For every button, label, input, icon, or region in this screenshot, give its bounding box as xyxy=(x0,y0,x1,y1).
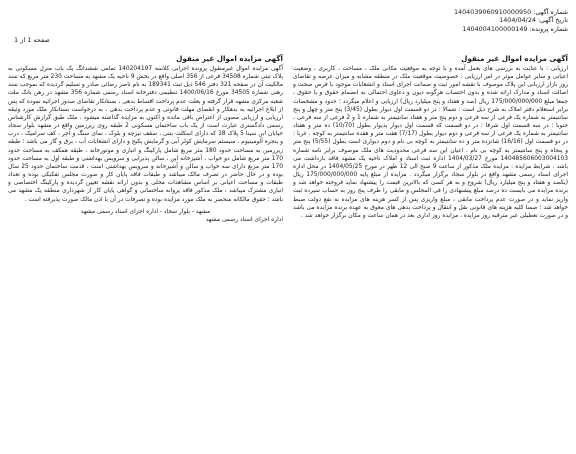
tracking-code: شماره آگهی: 1404039060910000950 xyxy=(453,8,568,16)
notice-body-right: ارزیابی : با عنایت به بررسی های بعمل آمده و با توجه به موقعیت مکانی ملک ، مساحت ، کاربری ، وضعیت اعیانی و سایر عوامل موثر در امر ارزیابی ، خصوصیت موقعیت ملک در منطقه مشابه و میزان عرضه و تقاضای روز بازار ارزیابی این پلاک موصوف با نقشه امور ثبت و ضمانت اجرای اسناد و انشعابات موجود با فرض صحت و اصالت اسناد و مدارک ارائه شده و بدون احتساب هرگونه دیون و دعاوی احتمالی به انضمام حقوق و یا حقوق ، جمعا مبلغ 175/000/000/000 ریال (صد و هفتاد و پنج میلیارد ریال) ارزیابی و اعلام میگردد ؛ حدود و مشخصات برابر استعلام دفتر املاک به شرح ذیل است : شمالا : در دو قسمت اول دیوار بطول (3/45) پنج متر و چهل و پنج سانتیمتر به شماره یک فرعی از سه فرعی و دوم پنج متر و هفتاد سانتیمتر به شماره 1 و 2 فرعی از سه فرعی ، جنوبا : در سه قسمت اول شرقا : در دو قسمت که قسمت اول دیوار بدیوار بطول (10/70) ده متر و هفتاد سانتیمتر به شماره یک فرعی از سه فرعی و دوم دیوار بطول (7/17) هفت متر و هفده سانتیمتر به کوچه ، غربا : در دو قسمت اول (16/16) شانزده متر و ده سانتیمتر به کوچه بی نام و دوم دیواری است بطول (5/55) پنج متر و پنجاه و پنج سانتیمتر به کوچه بی نام . اعیان این سه فرعی محدودیت های ملک موصوف برابر نامه شماره 140485606003004103 مورخ 1404/03/27 اداره ثبت اسناد و املاک ناحیه یک مشهد فاقد بازداشت می باشد . شرایط مزایده : مزایده ملک مذکور از ساعت 9 صبح الی 12 ظهر در مورخ 1404/05/25 در محل اداره اجرای اسناد رسمی مشهد واقع در بلوار سجاد برگزار میگردد . مزایده از مبلغ پایه 175/000/000/000 ریال (یکصد و هفتاد و پنج میلیارد ریال) شروع و به هر کسی که بالاترین قیمت را پیشنهاد نماید فروخته خواهد شد و برنده مزایده می بایست ده درصد مبلغ پیشنهادی را فی المجلس و مابقی را ظرف پنج روز به حساب سپرده ثبت واریز نماید و در صورت عدم پرداخت مابقی ، مبلغ واریزی پس از کسر هزینه های مزایده به نفع دولت ضبط خواهد شد ؛ ضمنا کلیه هزینه های قانونی نقل و انتقال و پرداخت بدهی های معوق به عهده برنده مزایده می باشد و در صورت تعطیلی غیر مترقبه روز مزایده ، مزایده روز اداری بعد در همان ساعت و مکان برگزار خواهد شد . xyxy=(293,66,568,219)
notice-title-left: آگهی مزایده اموال غیر منقول xyxy=(176,54,283,63)
notice-header xyxy=(8,6,568,52)
notice-footer xyxy=(8,208,283,224)
file-number: شماره پرونده: 1404004100000149 xyxy=(462,24,568,33)
page-number: صفحه 1 از 1 xyxy=(14,36,50,44)
notice-columns xyxy=(8,54,568,450)
notice-meta xyxy=(454,8,568,33)
notice-title-right: آگهی مزایده اموال غیر منقول xyxy=(461,54,568,63)
notice-column-left xyxy=(8,54,283,450)
notice-body-left: آگهی مزایده اموال غیرمنقول پرونده اجرایی کلاسه 140204197 تمامی ششدانگ یک باب منزل مسکونی به پلاک ثبتی شماره 34508 فرعی از 356 اصلی واقع در بخش 9 ناحیه یک مشهد به مساحت 230 متر مربع که سند مالکیت آن در صفحه 321 دفتر 546 ذیل ثبت 189341 به نام ناصر رضائی صادر و تسلیم گردیده که بموجب سند رهنی شماره 34505 مورخ 1400/06/16 تنظیمی دفترخانه اسناد رسمی شماره 356 مشهد در رهن بانک ملت شعبه مرکزی مشهد قرار گرفته و بعلت عدم پرداخت اقساط بدهی ، بستانکار تقاضای صدور اجرائیه نموده که پس از ابلاغ اجرائیه به بدهکار و انقضای مهلت قانونی و عدم پرداخت بدهی ، به درخواست بستانکار ملک مورد وثیقه ارزیابی و ارزیابی مصون از اعتراض باقی مانده و اکنون به مزایده گذاشته میشود . ملک طبق گزارش کارشناس رسمی دادگستری عبارت است از یک باب ساختمان مسکونی 2 طبقه روی زیرزمین واقع در مشهد بلوار سجاد خیابان ابن سینا 5 پلاک 18 که دارای اسکلت بتنی ، سقف تیرچه و بلوک ، نمای سنگ و آجر ، کف سرامیک ، درب و پنجره آلومینیوم ، سیستم سرمایش کولر آبی و گرمایش پکیج و دارای انشعابات آب ، برق و گاز می باشد ؛ طبقه زیرزمین به مساحت حدود 180 متر مربع شامل پارکینگ و انباری و موتورخانه ، طبقه همکف به مساحت حدود 170 متر مربع شامل دو خواب ، آشپزخانه اپن ، سالن پذیرایی و سرویس بهداشتی و طبقه اول به مساحت حدود 170 متر مربع دارای سه خواب و سالن و آشپزخانه و سرویس بهداشتی است ، قدمت ساختمان حدود 25 سال بوده و در حال حاضر در تصرف مالک میباشد و طبقات فاقد پایان کار و صورت مجلس تفکیکی بوده و تعداد طبقات و مساحت اعیانی بر اساس مشاهدات محلی و بدون ارائه نقشه تعیین گردیده و پارکینگ اختصاصی و انباری مشترک میباشد ، ملک مذکور فاقد پروانه ساختمانی و گواهی پایان کار از شهرداری منطقه یک مشهد می باشد ؛ حقوق مالکانه منحصر به ملک مورد مزایده بوده و تصرفات در آن با اذن مالک صورت پذیرفته است . xyxy=(8,66,283,203)
footer-publisher: اداره اجرای اسناد رسمی مشهد xyxy=(205,216,283,223)
notice-date: تاریخ آگهی: 1404/04/24 xyxy=(499,16,568,25)
footer-city: مشهد - بلوار سجاد - اداره اجرای اسناد رسمی مشهد xyxy=(80,208,211,215)
notice-column-right xyxy=(293,54,568,450)
